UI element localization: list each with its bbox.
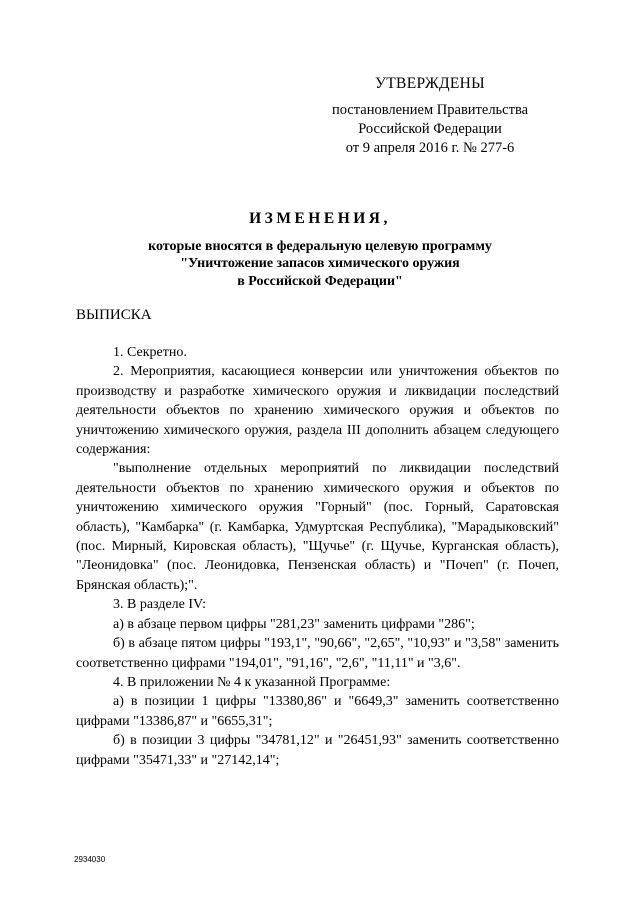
paragraph-6: б) в абзаце пятом цифры "193,1", "90,66", "2,65", "10,93" и "3,58" заменить соответственно цифрами "194,01", "91,16", "2,6", "11,11" и "3,6". [76,636,559,671]
approval-block [300,74,560,158]
paragraph-7: 4. В приложении № 4 к указанной Программе: [113,674,391,690]
title-line-2: "Уничтожение запасов химического оружия [180,256,460,271]
changes-heading: ИЗМЕНЕНИЯ, [249,210,391,227]
paragraph-2: 2. Мероприятия, касающиеся конверсии или уничтожения объектов по производству и разработке химического оружия и ликвидации последствий деятельности объектов по хранению химического оружия и объектов по уничтожению химического оружия, раздела III дополнить абзацем следующего содержания: [76,364,559,458]
approved-heading: УТВЕРЖДЕНЫ [375,75,485,92]
approved-line-1: постановлением Правительства [331,102,529,118]
document-title [60,210,580,290]
extract-label: ВЫПИСКА [76,307,152,323]
approved-line-3: от 9 апреля 2016 г. № 277-6 [345,140,515,156]
title-line-1: которые вносятся в федеральную целевую программу [148,238,492,254]
paragraph-8: а) в позиции 1 цифры "13380,86" и "6649,3" заменить соответственно цифрами "13386,87" и "6655,31"; [76,694,559,729]
paragraph-5: а) в абзаце первом цифры "281,23" заменить цифрами "286"; [113,616,475,632]
paragraph-3-quote: "выполнение отдельных мероприятий по ликвидации последствий деятельности объектов по хранению химического оружия и объектов по уничтожению химического оружия "Горный" (пос. Горный, Саратовская область), "Камбарка" (г. Камбарка, Удмуртская Республика), "Марадыковский" (пос. Мирный, Кировская область), "Щучье" (г. Щучье, Курганская область), "Леонидовка" (пос. Леонидовка, Пензенская область) и "Почеп" (г. Почеп, Брянская область);". [76,461,559,593]
title-line-3: в Российской Федерации" [237,273,403,289]
footer-code: 2934030 [74,855,106,864]
approved-line-2: Российской Федерации [358,121,502,137]
paragraph-9: б) в позиции 3 цифры "34781,12" и "26451,93" заменить соответственно цифрами "35471,33" и "27142,14"; [76,733,559,768]
document-body [76,343,559,770]
paragraph-4: 3. В разделе IV: [113,597,206,613]
paragraph-1: 1. Секретно. [113,345,187,360]
